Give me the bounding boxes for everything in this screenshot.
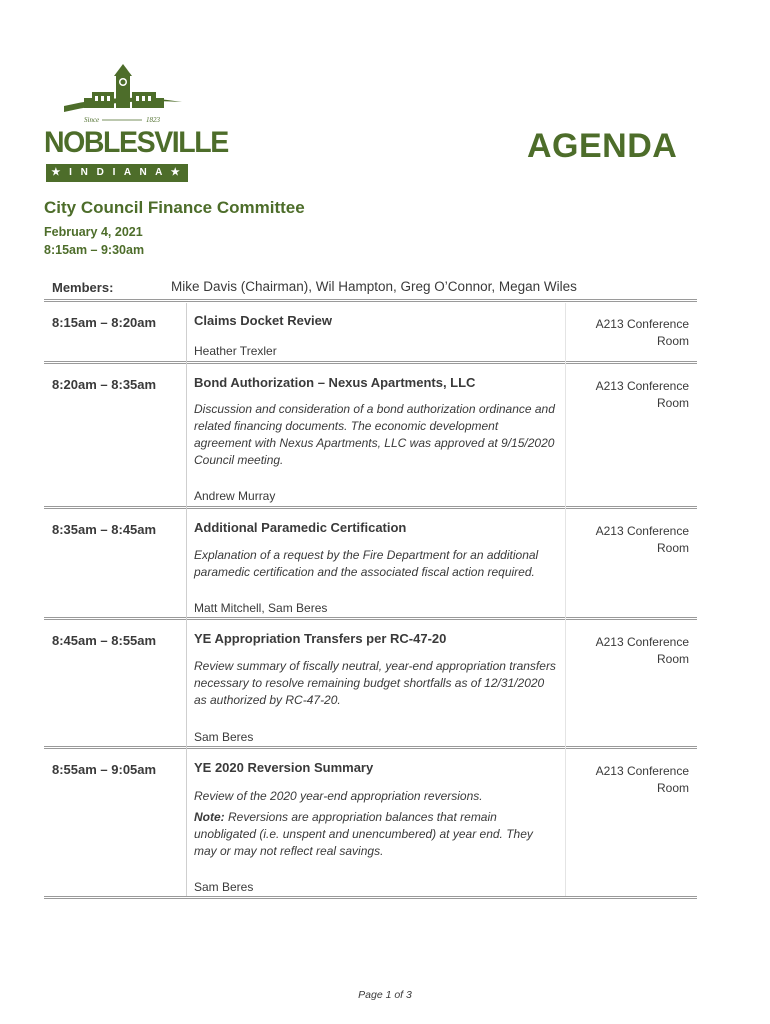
item-note: [194, 809, 556, 860]
note-text: Reversions are appropriation balances that remain unobligated (i.e. unspent and unencumbered) at year end. They may or may not reflect real savings.: [194, 810, 533, 858]
item-presenter: Sam Beres: [194, 730, 254, 744]
item-time: 8:45am – 8:55am: [52, 633, 157, 648]
page-number: Page 1 of 3: [358, 989, 412, 1001]
item-location: A213 Conference Room: [595, 635, 689, 666]
meeting-date: February 4, 2021: [44, 225, 143, 239]
item-location: A213 Conference Room: [595, 764, 689, 795]
logo-state-ribbon: ★ I N D I A N A ★: [46, 164, 188, 182]
since-label: Since: [84, 116, 100, 124]
item-presenter: Heather Trexler: [194, 344, 277, 358]
city-hall-emblem-icon: [62, 62, 184, 124]
item-description: Discussion and consideration of a bond authorization ordinance and related financing documents. The economic development agreement with Nexus Apartments, LLC was approved at 9/15/2020 Council meeting.: [194, 402, 555, 467]
item-location: A213 Conference Room: [595, 379, 689, 410]
item-time: 8:35am – 8:45am: [52, 522, 157, 537]
item-time: 8:15am – 8:20am: [52, 315, 157, 330]
item-presenter: Matt Mitchell, Sam Beres: [194, 601, 328, 615]
meeting-time: 8:15am – 9:30am: [44, 243, 145, 257]
item-topic: YE 2020 Reversion Summary: [194, 760, 374, 775]
item-topic: Additional Paramedic Certification: [194, 520, 407, 535]
agenda-item: [44, 620, 697, 746]
item-description: Review of the 2020 year-end appropriation reversions.: [194, 789, 483, 803]
members-label: Members:: [52, 280, 114, 295]
since-year: 1823: [146, 116, 160, 124]
item-topic: Bond Authorization – Nexus Apartments, LLC: [194, 375, 476, 390]
members-list: Mike Davis (Chairman), Wil Hampton, Greg O’Connor, Megan Wiles: [171, 279, 577, 294]
committee-title: City Council Finance Committee: [44, 198, 305, 217]
item-presenter: Sam Beres: [194, 880, 254, 894]
item-description: Explanation of a request by the Fire Department for an additional paramedic certification and the associated fiscal action required.: [194, 548, 539, 579]
item-presenter: Andrew Murray: [194, 489, 276, 503]
agenda-item: [44, 302, 697, 361]
page-title: AGENDA: [527, 127, 678, 165]
item-description: Review summary of fiscally neutral, year-end appropriation transfers necessary to resolve remaining budget shortfalls as of 12/31/2020 as authorized by RC-47-20.: [194, 659, 556, 707]
item-topic: Claims Docket Review: [194, 313, 333, 328]
item-location: A213 Conference Room: [595, 317, 689, 348]
item-topic: YE Appropriation Transfers per RC-47-20: [194, 631, 447, 646]
agenda-item: [44, 749, 697, 896]
note-label: Note:: [194, 810, 225, 824]
logo-city-name: NOBLESVILLE: [44, 126, 228, 159]
item-time: 8:20am – 8:35am: [52, 377, 157, 392]
noblesville-logo: [42, 62, 228, 190]
agenda-item: [44, 364, 697, 506]
agenda-item: [44, 509, 697, 617]
item-location: A213 Conference Room: [595, 524, 689, 555]
table-divider: [44, 896, 697, 899]
item-time: 8:55am – 9:05am: [52, 762, 157, 777]
